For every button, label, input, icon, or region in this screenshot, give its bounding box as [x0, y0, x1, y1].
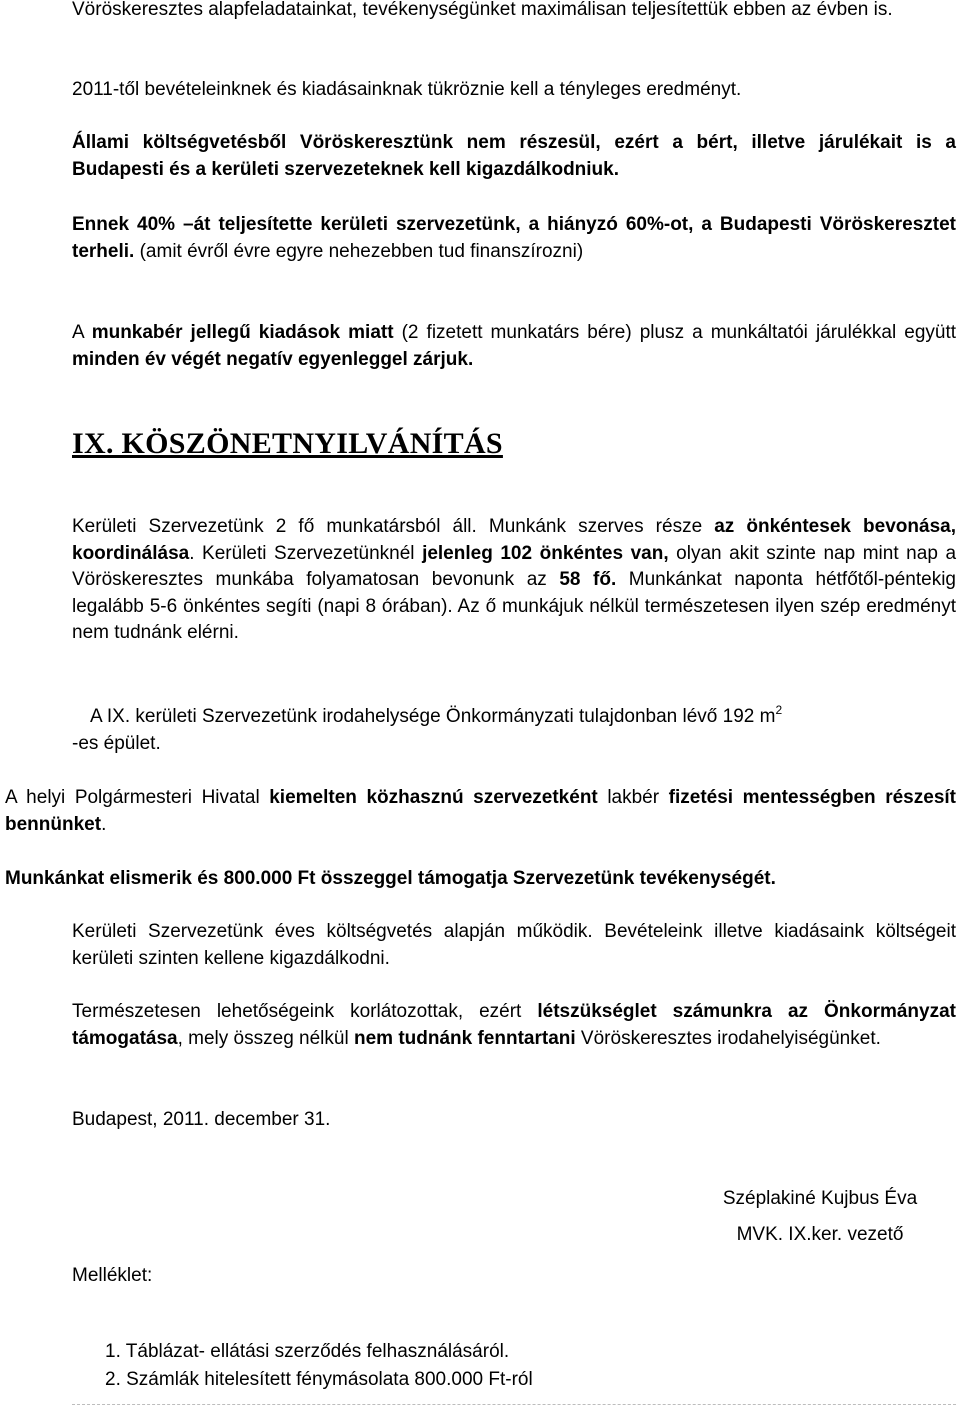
office-superscript: 2 [775, 703, 783, 717]
mayor-text-1: A helyi Polgármesteri Hivatal [5, 787, 270, 808]
page-bottom-rule [72, 1404, 956, 1405]
staff-text-2: . Kerületi Szervezetünknél [189, 542, 423, 564]
attachment-item: 1. Táblázat- ellátási szerződés felhasználásáról. [105, 1341, 510, 1362]
paragraph-mayor-office [5, 785, 956, 838]
paragraph-income: 2011-től bevételeinknek és kiadásainknak tükröznie kell a tényleges eredményt. [72, 79, 742, 100]
need-text-1: Természetesen lehetőségeink korlátozottak, ezért [72, 1001, 538, 1022]
section-heading: IX. KÖSZÖNETNYILVÁNÍTÁS [72, 427, 503, 460]
staff-text-3: olyan akit szinte nap mint nap a Vöröskeresztes munkába folyamatosan bevonunk az [72, 542, 957, 590]
date-line: Budapest, 2011. december 31. [72, 1109, 331, 1130]
staff-text-4: Munkánkat naponta hétfőtől-péntekig legalább 5-6 önkéntes segíti (napi 8 órában). Az ő munkájuk nélkül természetesen ilyen szép eredményt nem tudnánk elérni. [72, 569, 956, 643]
paragraph-office [72, 704, 956, 757]
paragraph-staff-volunteers [72, 514, 956, 647]
office-text-2: -es épület. [72, 732, 161, 754]
paragraph-wage-costs [72, 320, 956, 373]
paragraph-funding-share [72, 212, 956, 265]
staff-bold-2: jelenleg 102 önkéntes van, [422, 542, 669, 564]
mayor-bold-2: fizetési mentességben részesít bennünket [5, 787, 956, 835]
paragraph-recognition: Munkánkat elismerik és 800.000 Ft összeggel támogatja Szervezetünk tevékenységét. [5, 868, 776, 889]
signature-title: MVK. IX.ker. vezető [736, 1224, 904, 1245]
wage-text-2: (2 fizetett munkatárs bére) plusz a munkáltatói járulékkal együtt [393, 322, 957, 343]
attachments-label: Melléklet: [72, 1265, 153, 1286]
attachment-item: 2. Számlák hitelesített fénymásolata 800.000 Ft-ról [105, 1369, 533, 1390]
paragraph-activities: Vöröskeresztes alapfeladatainkat, tevékenységünket maximálisan teljesítettük ebben az évben is. [72, 0, 893, 20]
mayor-text-2: lakbér [597, 787, 669, 808]
paragraph-budget: Kerületi Szervezetünk éves költségvetés alapján működik. Bevételeink illetve kiadásaink költségeit kerületi szinten kellene kigazdálkodni. [72, 921, 956, 969]
need-text-2: , mely összeg nélkül [177, 1027, 354, 1049]
funding-share-note: (amit évről évre egyre nehezebben tud finanszírozni) [134, 240, 584, 262]
funding-share-bold: Ennek 40% –át teljesítette kerületi szervezetünk, a hiányzó 60%-ot, a Budapesti Vöröskeresztet terheli. [72, 214, 956, 262]
mayor-text-3: . [101, 813, 107, 835]
signature-name: Széplakiné Kujbus Éva [722, 1188, 918, 1209]
need-bold-2: nem tudnánk fenntartani [353, 1027, 576, 1049]
wage-bold-1: munkabér jellegű kiadások miatt [91, 322, 394, 343]
staff-bold-1: az önkéntesek bevonása, koordinálása [72, 516, 956, 564]
wage-bold-2: minden év végét negatív egyenleggel zárjuk. [72, 348, 474, 370]
office-text-1: A IX. kerületi Szervezetünk irodahelysége Önkormányzati tulajdonban lévő 192 m [90, 706, 776, 727]
staff-bold-3: 58 fő. [559, 569, 617, 590]
paragraph-needs [72, 999, 956, 1052]
mayor-bold-1: kiemelten közhasznú szervezetként [269, 787, 598, 808]
attachments-list [105, 1338, 533, 1394]
wage-text-1: A [72, 322, 92, 343]
paragraph-state-budget: Állami költségvetésből Vöröskeresztünk nem részesül, ezért a bért, illetve járulékait is a Budapesti és a kerületi szervezeteknek kell kigazdálkodniuk. [72, 132, 956, 180]
need-bold-1: létszükséglet számunkra az Önkormányzat támogatása [72, 1001, 956, 1049]
need-text-3: Vöröskeresztes irodahelyiségünket. [575, 1027, 881, 1049]
staff-text-1: Kerületi Szervezetünk 2 fő munkatársból áll. Munkánk szerves része [72, 516, 715, 537]
